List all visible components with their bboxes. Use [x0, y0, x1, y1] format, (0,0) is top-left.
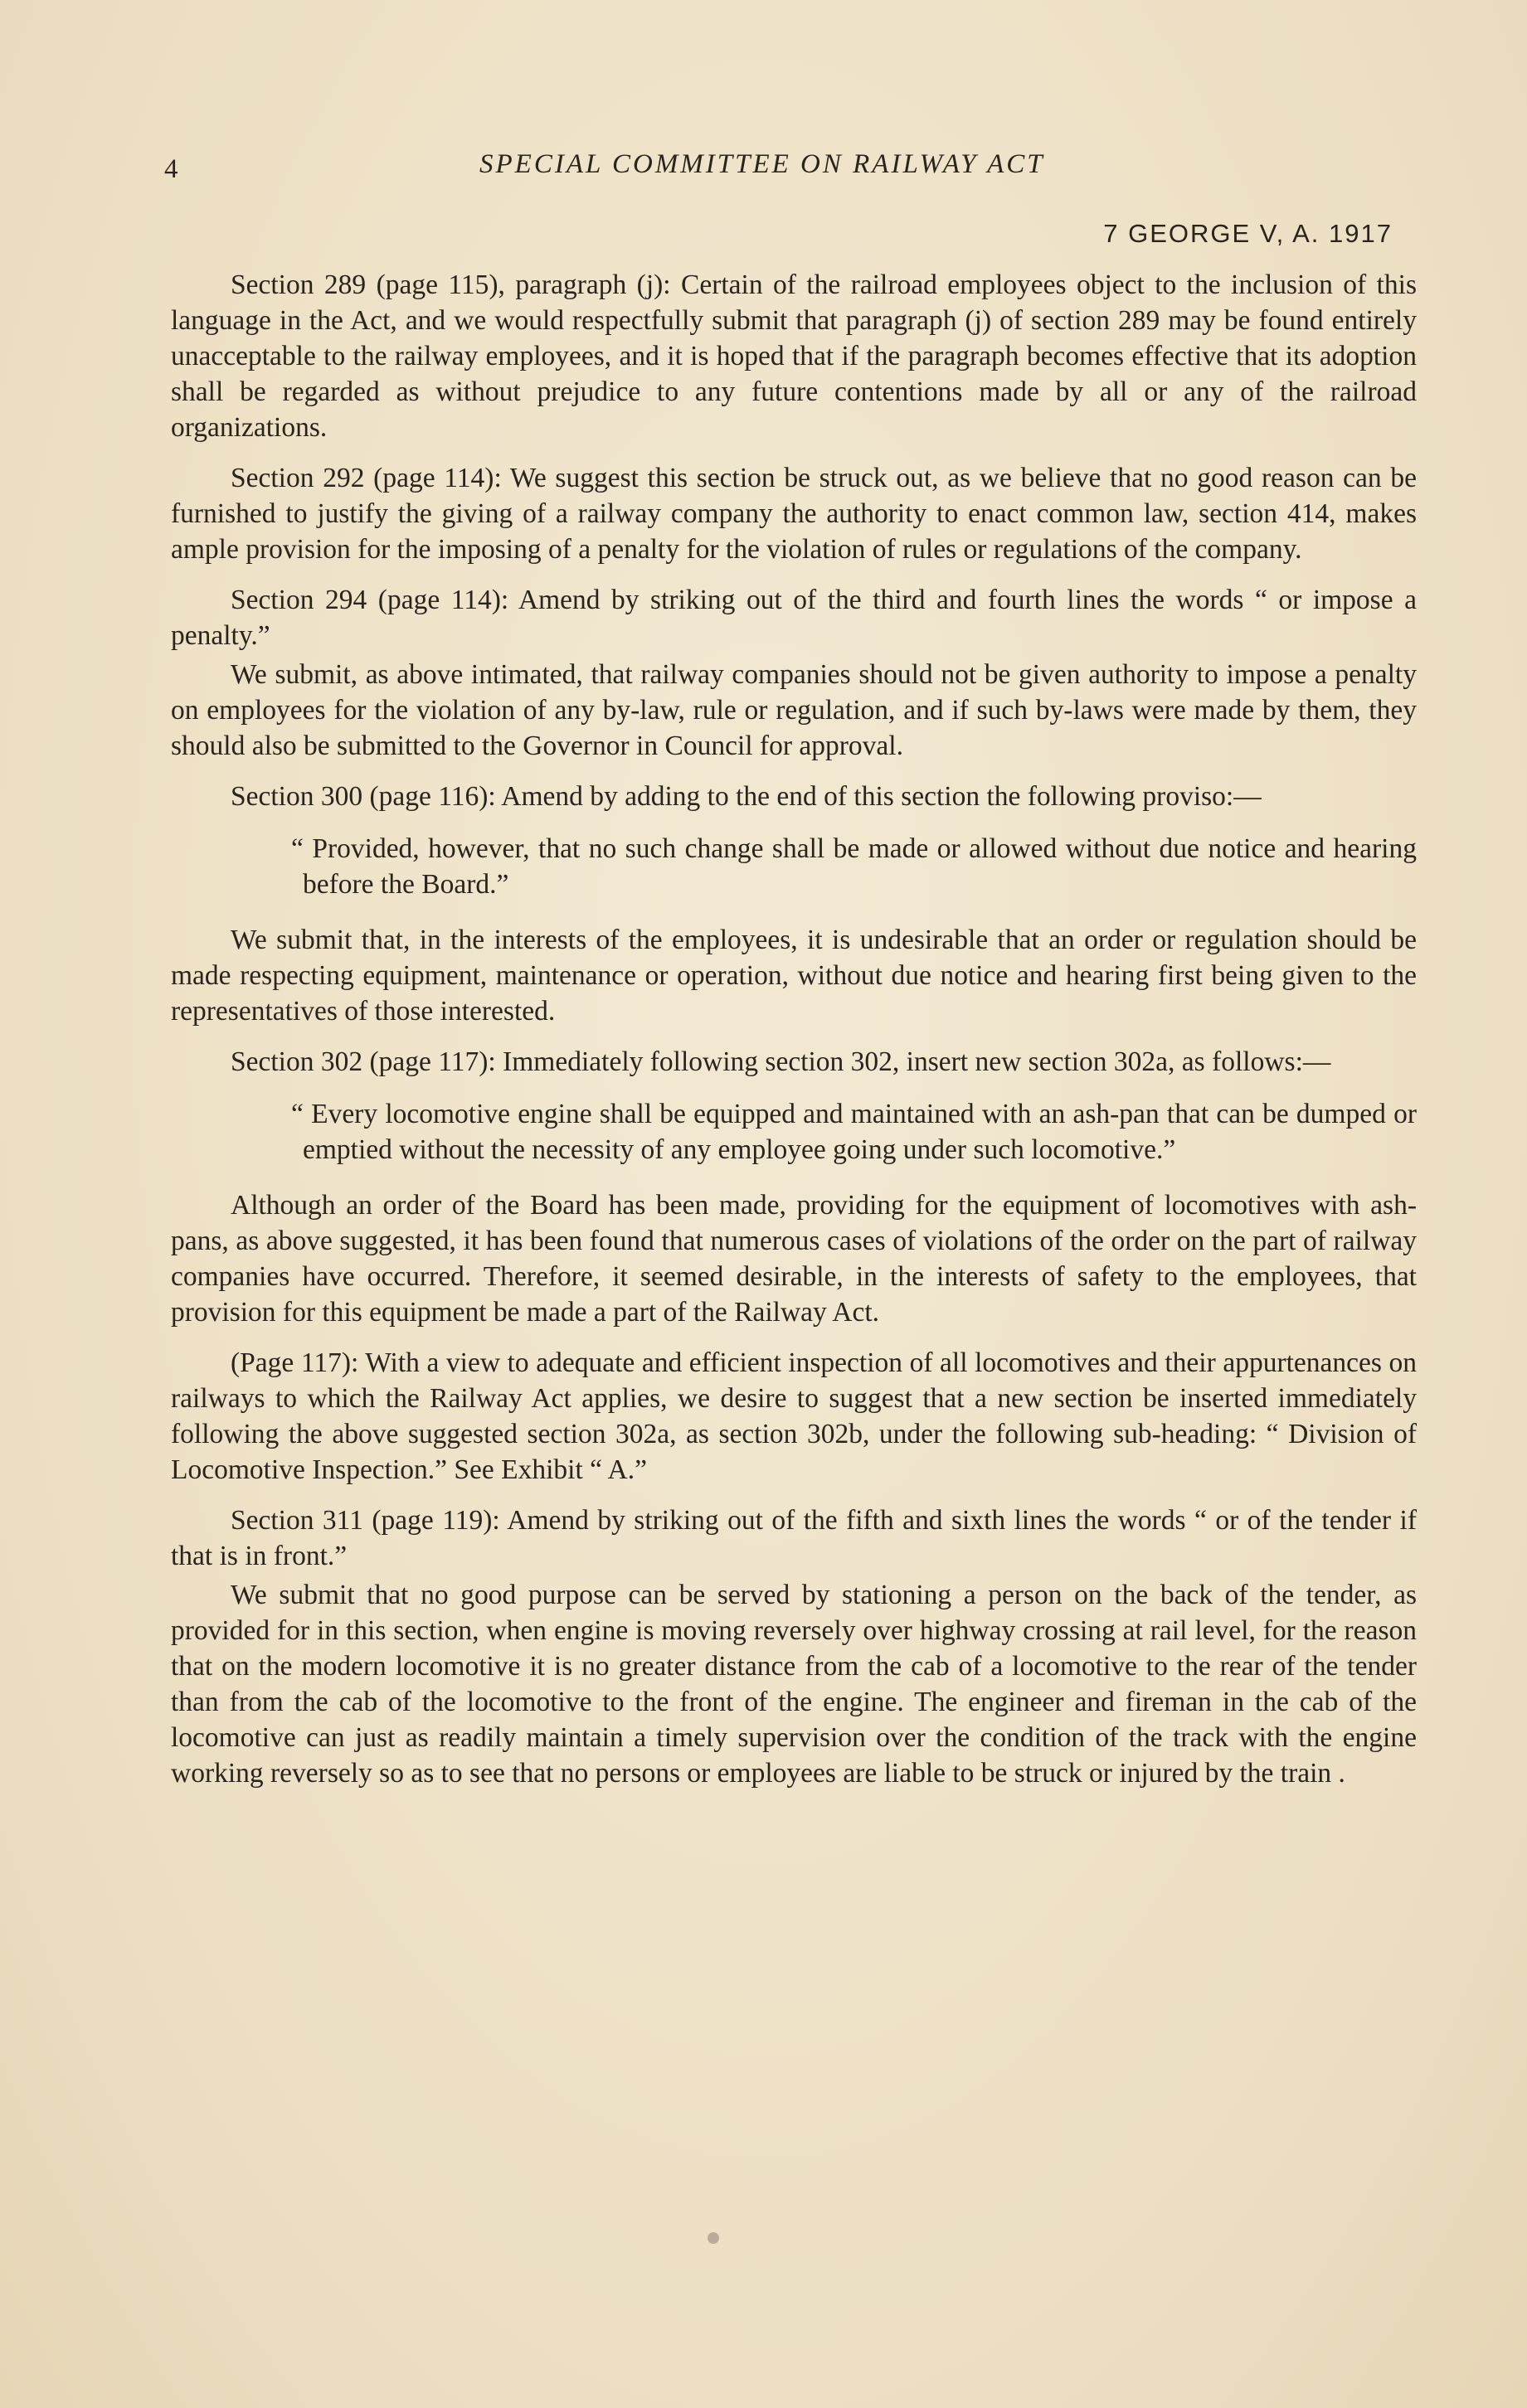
session-line: 7 GEORGE V, A. 1917	[1103, 219, 1393, 248]
paragraph-section-289: Section 289 (page 115), paragraph (j): Certain of the railroad employees object to the inclusion of this language in the Act, and we would respectfully submit that paragraph (j) of section 289 may be found entirely unacceptable to the railway employees, and it is hoped that if the paragraph becomes effective that its adoption shall be regarded as without prejudice to any future contentions made by all or any of the railroad organizations.	[171, 269, 1417, 443]
paragraph-section-292: Section 292 (page 114): We suggest this section be struck out, as we believe that no good reason can be furnished to justify the giving of a railway company the authority to enact common law, section 414, makes ample provision for the imposing of a penalty for the violation of rules or regulations of the company.	[171, 463, 1417, 565]
document-body	[171, 267, 1417, 1806]
page-number: 4	[164, 154, 178, 184]
paragraph-section-311-submission: We submit that no good purpose can be served by stationing a person on the back of the tender, as provided for in this section, when engine is moving reversely over highway crossing at rail level, for the reason that on the modern locomotive it is no greater distance from the cab of a locomotive to the rear of the tender than from the cab of the locomotive to the front of the engine. The engineer and fireman in the cab of the locomotive can just as readily maintain a timely supervision over the condition of the track with the engine working reversely so as to see that no persons or employees are liable to be struck or injured by the train .	[171, 1580, 1417, 1789]
paragraph-section-302: Section 302 (page 117): Immediately following section 302, insert new section 302a, as follows:—	[231, 1046, 1331, 1077]
running-head: SPECIAL COMMITTEE ON RAILWAY ACT	[479, 149, 1045, 179]
paragraph-ash-pan-order: Although an order of the Board has been made, providing for the equipment of locomotives with ash-pans, as above suggested, it has been found that numerous cases of violations of the order on the part of railway companies have occurred. Therefore, it seemed desirable, in the interests of safety to the employees, that provision for this equipment be made a part of the Railway Act.	[171, 1190, 1417, 1328]
paragraph-section-294: Section 294 (page 114): Amend by striking out of the third and fourth lines the words “ or impose a penalty.”	[171, 585, 1417, 651]
paragraph-page-117-inspection: (Page 117): With a view to adequate and efficient inspection of all locomotives and their appurtenances on railways to which the Railway Act applies, we desire to suggest that a new section be inserted immediately following the above suggested section 302a, as section 302b, under the following sub-heading: “ Division of Locomotive Inspection.” See Exhibit “ A.”	[171, 1347, 1417, 1485]
paragraph-section-311: Section 311 (page 119): Amend by striking out of the fifth and sixth lines the words “ or of the tender if that is in front.”	[171, 1505, 1417, 1571]
ink-speck	[708, 2232, 719, 2244]
quote-section-300-proviso: “ Provided, however, that no such change shall be made or allowed without due notice and hearing before the Board.”	[291, 833, 1417, 900]
quote-section-302a: “ Every locomotive engine shall be equipped and maintained with an ash-pan that can be dumped or emptied without the necessity of any employee going under such locomotive.”	[291, 1099, 1417, 1165]
paragraph-section-294-submission: We submit, as above intimated, that railway companies should not be given authority to impose a penalty on employees for the violation of any by-law, rule or regulation, and if such by-laws were made by them, they should also be submitted to the Governor in Council for approval.	[171, 659, 1417, 761]
paragraph-section-300-submission: We submit that, in the interests of the employees, it is undesirable that an order or regulation should be made respecting equipment, maintenance or operation, without due notice and hearing first being given to the representatives of those interested.	[171, 925, 1417, 1027]
paragraph-section-300: Section 300 (page 116): Amend by adding to the end of this section the following proviso:—	[231, 781, 1262, 812]
